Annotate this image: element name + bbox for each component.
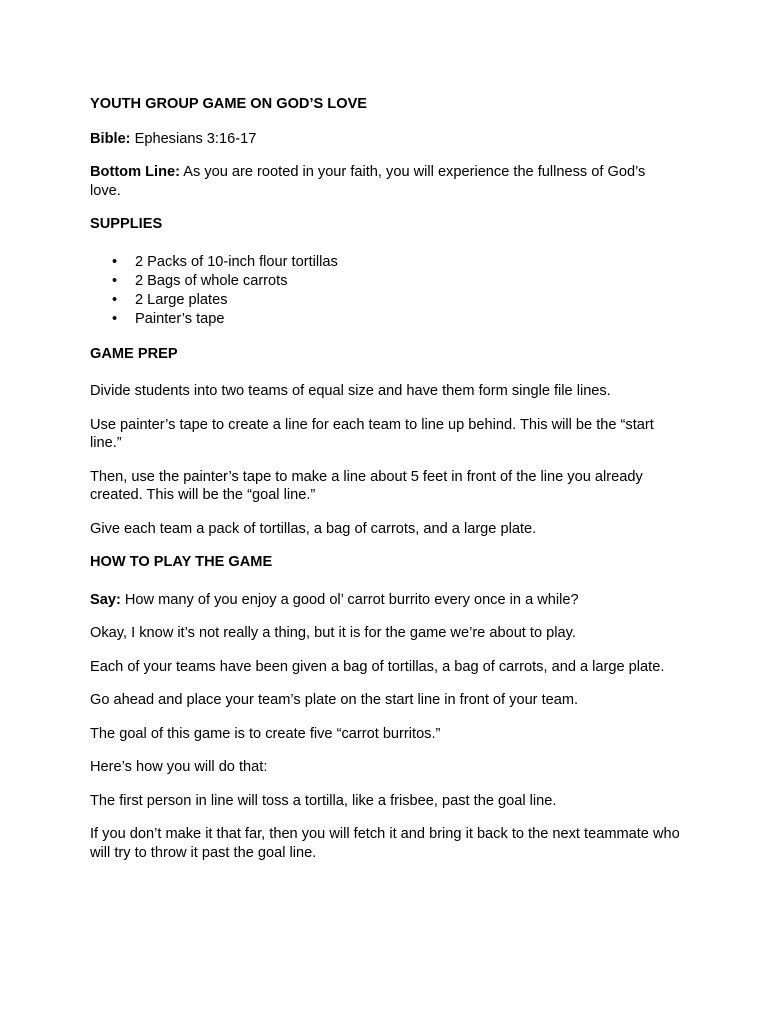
say-label: Say: [90,591,121,608]
say-paragraph [90,591,680,610]
how-to-play-paragraph: Here’s how you will do that: [90,759,268,775]
game-prep-paragraph: Give each team a pack of tortillas, a bag of carrots, and a large plate. [90,520,537,537]
bottom-line-label: Bottom Line: [90,164,180,180]
supply-text: 2 Bags of whole carrots [135,272,288,289]
supply-text: Painter’s tape [135,310,225,327]
list-item [90,272,680,291]
how-to-play-paragraph: Go ahead and place your team’s plate on the start line in front of your team. [90,692,579,708]
game-prep-paragraph: Then, use the painter’s tape to make a line about 5 feet in front of the line you already created. This will be the “goal line.” [90,468,643,503]
game-prep-paragraph: Divide students into two teams of equal size and have them form single file lines. [90,383,611,399]
list-item [90,291,680,310]
list-item [90,310,680,329]
how-to-play-paragraph: If you don’t make it that far, then you will fetch it and bring it back to the next teammate who will try to throw it past the goal line. [90,826,680,861]
bottom-line [90,163,680,200]
supply-text: 2 Packs of 10-inch flour tortillas [135,253,338,270]
bullet-icon: • [112,310,118,327]
bullet-icon: • [112,253,118,270]
game-prep-paragraph: Use painter’s tape to create a line for each team to line up behind. This will be the “start line.” [90,416,654,451]
bottom-line-text: As you are rooted in your faith, you will experience the fullness of God’s love. [90,164,646,199]
supply-text: 2 Large plates [135,291,228,308]
how-to-play-paragraph: Okay, I know it’s not really a thing, but it is for the game we’re about to play. [90,625,576,641]
bible-text: Ephesians 3:16-17 [130,130,257,147]
document-content [90,95,680,877]
bible-reference [90,130,680,149]
document-title: YOUTH GROUP GAME ON GOD’S LOVE [90,96,368,112]
how-to-play-paragraph: Each of your teams have been given a bag of tortillas, a bag of carrots, and a large plate. [90,658,665,675]
bullet-icon: • [112,272,118,289]
game-prep-heading: GAME PREP [90,345,178,362]
bible-label: Bible: [90,130,131,147]
how-to-play-heading: HOW TO PLAY THE GAME [90,554,273,570]
bullet-icon: • [112,291,118,308]
say-text: How many of you enjoy a good ol’ carrot burrito every once in a while? [120,591,579,608]
how-to-play-paragraph: The goal of this game is to create five “carrot burritos.” [90,725,441,742]
supplies-list [90,253,680,329]
list-item [90,253,680,272]
supplies-heading: SUPPLIES [90,216,163,232]
how-to-play-paragraph: The first person in line will toss a tortilla, like a frisbee, past the goal line. [90,792,557,809]
